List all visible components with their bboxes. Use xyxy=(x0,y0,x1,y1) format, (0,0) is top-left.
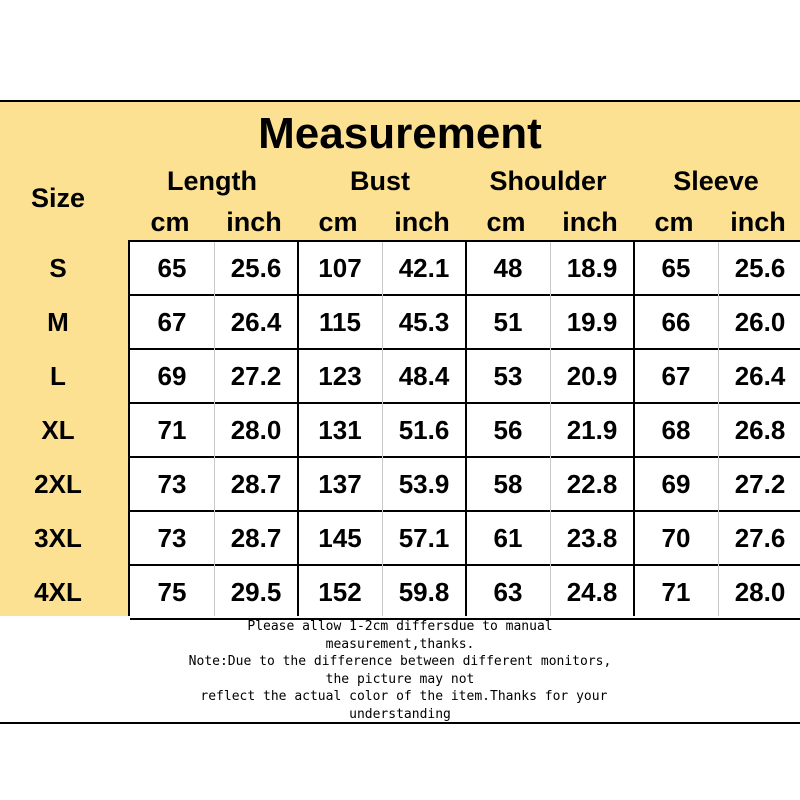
table-row xyxy=(130,566,800,620)
table-cell: 29.5 xyxy=(230,577,282,607)
table-cell: 28.7 xyxy=(230,469,282,499)
table-cell: 51 xyxy=(493,307,523,337)
unit-header: cm xyxy=(486,207,526,237)
table-cell: 21.9 xyxy=(566,415,618,445)
table-cell: 69 xyxy=(661,469,691,499)
table-cell: 67 xyxy=(661,361,691,391)
table-cell: 63 xyxy=(493,577,523,607)
table-cell: 53.9 xyxy=(398,469,450,499)
table-cell: 28.0 xyxy=(734,577,786,607)
size-label: 3XL xyxy=(34,523,82,553)
table-cell: 137 xyxy=(318,469,362,499)
note-line: Please allow 1-2cm differsdue to manual xyxy=(247,619,553,634)
table-cell: 145 xyxy=(318,523,362,553)
size-label: M xyxy=(47,307,69,337)
note-line: reflect the actual color of the item.Thanks for your xyxy=(192,689,608,705)
table-cell: 53 xyxy=(493,361,523,391)
table-cell: 48.4 xyxy=(398,361,450,391)
table-cell: 58 xyxy=(493,469,523,499)
table-cell: 70 xyxy=(661,523,691,553)
size-label: L xyxy=(50,361,66,391)
unit-header: inch xyxy=(394,207,450,237)
table-row xyxy=(130,512,800,566)
size-label: XL xyxy=(41,415,75,445)
group-header-shoulder: Shoulder xyxy=(489,166,607,196)
table-cell: 71 xyxy=(157,415,187,445)
unit-header: inch xyxy=(226,207,282,237)
table-row xyxy=(130,350,800,404)
note-line: Note:Due to the difference between different monitors, xyxy=(188,654,612,670)
table-row xyxy=(130,296,800,350)
table-cell: 75 xyxy=(157,577,187,607)
table-cell: 42.1 xyxy=(398,253,450,283)
table-cell: 27.2 xyxy=(734,469,786,499)
table-cell: 20.9 xyxy=(566,361,618,391)
table-cell: 73 xyxy=(157,469,187,499)
table-cell: 65 xyxy=(157,253,187,283)
table-cell: 73 xyxy=(157,523,187,553)
table-cell: 25.6 xyxy=(734,253,786,283)
size-column-header: Size xyxy=(30,183,86,213)
unit-header: inch xyxy=(562,207,618,237)
table-row xyxy=(130,458,800,512)
table-cell: 68 xyxy=(661,415,691,445)
table-row xyxy=(130,404,800,458)
size-label: 2XL xyxy=(34,469,82,499)
note-line: understanding xyxy=(349,706,451,722)
size-label: S xyxy=(49,253,67,283)
unit-header: cm xyxy=(150,207,190,237)
unit-header: inch xyxy=(730,207,786,237)
table-row xyxy=(130,242,800,296)
table-cell: 28.7 xyxy=(230,523,282,553)
unit-header: cm xyxy=(654,207,694,237)
group-header-bust: Bust xyxy=(350,166,410,196)
table-cell: 24.8 xyxy=(566,577,618,607)
group-header-sleeve: Sleeve xyxy=(673,166,759,196)
table-cell: 26.4 xyxy=(734,361,786,391)
table-cell: 18.9 xyxy=(566,253,618,283)
unit-header: cm xyxy=(318,207,358,237)
table-cell: 71 xyxy=(661,577,691,607)
note-line: measurement,thanks. xyxy=(325,636,475,652)
disclaimer-note xyxy=(0,618,800,724)
group-header-length: Length xyxy=(167,166,257,196)
table-cell: 69 xyxy=(157,361,187,391)
table-cell: 51.6 xyxy=(398,415,450,445)
table-cell: 107 xyxy=(318,253,362,283)
table-cell: 26.4 xyxy=(230,307,282,337)
table-cell: 66 xyxy=(661,307,691,337)
table-cell: 27.2 xyxy=(230,361,282,391)
size-label: 4XL xyxy=(34,577,82,607)
table-cell: 59.8 xyxy=(398,577,450,607)
table-cell: 67 xyxy=(157,307,187,337)
table-cell: 22.8 xyxy=(566,469,618,499)
note-line: the picture may not xyxy=(325,671,475,687)
size-chart xyxy=(0,100,800,724)
measurement-table xyxy=(128,240,800,616)
table-cell: 152 xyxy=(318,577,362,607)
table-cell: 123 xyxy=(318,361,362,391)
table-cell: 27.6 xyxy=(734,523,786,553)
table-cell: 61 xyxy=(493,523,523,553)
chart-title: Measurement xyxy=(258,109,542,158)
table-cell: 56 xyxy=(493,415,523,445)
table-cell: 26.8 xyxy=(734,415,786,445)
table-cell: 28.0 xyxy=(230,415,282,445)
table-cell: 115 xyxy=(319,307,361,337)
table-cell: 23.8 xyxy=(566,523,618,553)
table-cell: 45.3 xyxy=(398,307,450,337)
table-cell: 26.0 xyxy=(734,307,786,337)
table-cell: 131 xyxy=(318,415,362,445)
table-cell: 48 xyxy=(493,253,523,283)
table-cell: 19.9 xyxy=(566,307,618,337)
table-cell: 25.6 xyxy=(230,253,282,283)
table-cell: 65 xyxy=(661,253,691,283)
table-cell: 57.1 xyxy=(398,523,450,553)
